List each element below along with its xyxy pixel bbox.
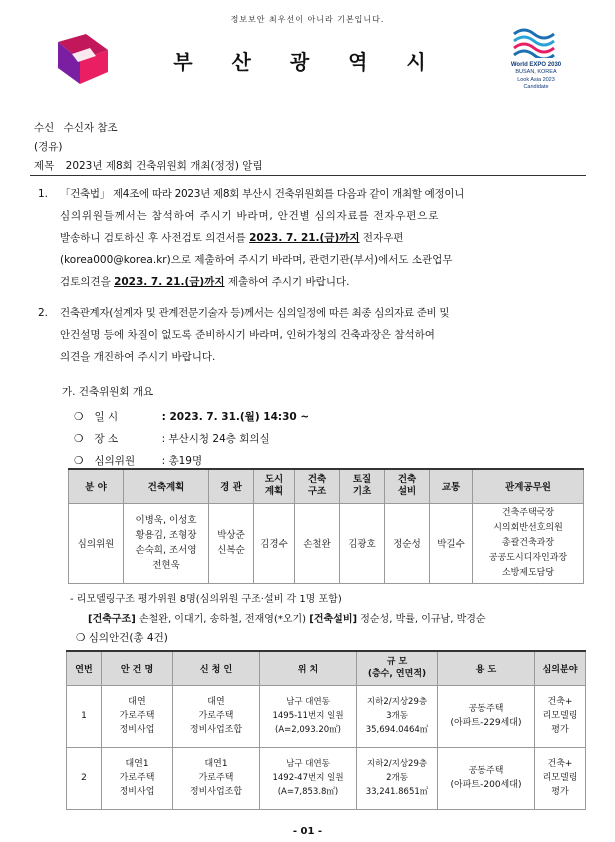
committee-cell: 김광호 xyxy=(340,503,385,583)
agenda-cell: 2 xyxy=(67,747,102,809)
agenda-cell: 대연1 가로주택 정비사업 xyxy=(102,747,173,809)
p1-line-2: 심의위원들께서는 참석하여 주시기 바라며, 안건별 심의자료를 전자우편으로 xyxy=(60,210,440,222)
paragraph-2 xyxy=(38,302,586,368)
overview-label-members: 심의위원 xyxy=(94,455,136,467)
p1-deadline-2: 2023. 7. 21.(금)까지 xyxy=(114,276,225,288)
paragraph-1 xyxy=(38,183,586,293)
overview-item-3 xyxy=(74,449,202,468)
p1-line-1: 「건축법」 제4조에 따라 2023년 제8회 부산시 건축위원회를 다음과 같이 개최할 예정이니 xyxy=(60,188,465,200)
subject-value: 2023년 제8회 건축위원회 개최(정정) 알림 xyxy=(65,160,263,172)
remodel-members xyxy=(88,610,486,625)
col-arch-planning: 건축계획 xyxy=(124,469,209,503)
committee-cell: 손철완 xyxy=(295,503,340,583)
remodel-mechanical-label: [건축설비] xyxy=(309,614,358,625)
agenda-header-row xyxy=(67,651,586,685)
overview-value-members: : 총19명 xyxy=(161,455,203,467)
p2-line-1: 건축관계자(설계자 및 관계전문기술자 등)께서는 심의일정에 따른 최종 심의자료 준비 및 xyxy=(60,307,450,319)
agenda-cell: 공동주택 (아파트-229세대) xyxy=(438,685,535,747)
agenda-cell: 1 xyxy=(67,685,102,747)
expo-wave-icon xyxy=(506,26,566,58)
p1-line-5-b: 제출하여 주시기 바랍니다. xyxy=(224,276,350,288)
p1-line-5-a: 검토의견을 xyxy=(60,276,115,288)
remodel-structure-value: 손철완, 이대기, 송하철, 전재영(*오기) xyxy=(135,614,310,625)
recipient-value: 수신자 참조 xyxy=(63,122,118,134)
p1-line-4: (korea000@korea.kr)으로 제출하여 주시기 바라며, 관련기관(부서)에서도 소관업무 xyxy=(60,254,453,266)
subject-line xyxy=(34,158,263,173)
overview-value-datetime: : 2023. 7. 31.(월) 14:30 ~ xyxy=(161,411,310,423)
committee-header-row xyxy=(69,469,584,503)
recipient-label: 수신 xyxy=(34,122,55,134)
col-traffic: 교통 xyxy=(430,469,473,503)
committee-table xyxy=(68,468,584,584)
page-number: - 01 - xyxy=(292,826,323,837)
paragraph-2-number: 2. xyxy=(38,307,49,319)
agenda-row xyxy=(67,747,586,809)
col-field: 분 야 xyxy=(69,469,124,503)
overview-item-1 xyxy=(74,405,309,424)
overview-value-place: : 부산시청 24층 회의실 xyxy=(161,433,270,445)
agenda-cell: 대연1 가로주택 정비사업조합 xyxy=(173,747,260,809)
col-soil: 토질 기초 xyxy=(340,469,385,503)
p2-line-3: 의견을 개진하여 주시기 바랍니다. xyxy=(60,351,216,363)
remodel-mechanical-value: 정순성, 박률, 이규남, 박경순 xyxy=(357,614,486,625)
committee-cell: 건축주택국장 시의회반선호의원 총괄건축과장 공공도시디자인과장 소방제도담당 xyxy=(473,503,584,583)
overview-item-2 xyxy=(74,427,270,446)
agenda-col-no: 연번 xyxy=(67,651,102,685)
committee-row xyxy=(69,503,584,583)
bullet-icon: ❍ xyxy=(74,433,84,445)
committee-cell: 정순성 xyxy=(385,503,430,583)
agenda-cell: 남구 대연동 1495-11번지 일원 (A=2,093.20㎡) xyxy=(260,685,357,747)
agenda-cell: 건축+ 리모델링 평가 xyxy=(535,685,586,747)
paragraph-1-number: 1. xyxy=(38,188,49,200)
agenda-col-scale: 규 모 (층수, 연면적) xyxy=(357,651,438,685)
col-urban-planning: 도시 계획 xyxy=(254,469,295,503)
agenda-col-location: 위 치 xyxy=(260,651,357,685)
bullet-icon: ❍ xyxy=(74,455,84,467)
section-a-title: 가. 건축위원회 개요 xyxy=(62,386,154,398)
via-line: (경유) xyxy=(34,141,63,153)
agenda-title: ❍ 심의안건(총 4건) xyxy=(76,632,168,644)
col-structure: 건축 구조 xyxy=(295,469,340,503)
remodel-line: - 리모델링구조 평가위원 8명(심의위원 구조·설비 각 1명 포함) xyxy=(70,594,342,605)
agenda-cell: 공동주택 (아파트-200세대) xyxy=(438,747,535,809)
overview-label-place: 장 소 xyxy=(94,433,119,445)
agenda-cell: 대연 가로주택 정비사업 xyxy=(102,685,173,747)
agenda-cell: 남구 대연동 1492-47번지 일원 (A=7,853.8㎡) xyxy=(260,747,357,809)
p1-line-3-b: 전자우편 xyxy=(359,232,404,244)
agenda-table xyxy=(66,650,586,810)
recipient-line xyxy=(34,120,118,135)
committee-cell: 심의위원 xyxy=(69,503,124,583)
p1-deadline-1: 2023. 7. 21.(금)까지 xyxy=(249,232,360,244)
agenda-row xyxy=(67,685,586,747)
page-title: 부 산 광 역 시 xyxy=(173,50,442,74)
agenda-col-name: 안 건 명 xyxy=(102,651,173,685)
agenda-col-field: 심의분야 xyxy=(535,651,586,685)
overview-label-datetime: 일 시 xyxy=(94,411,119,423)
expo-line3: Look Asia 2023 Candidate xyxy=(517,77,555,90)
agenda-col-use: 용 도 xyxy=(438,651,535,685)
agenda-cell: 대연 가로주택 정비사업조합 xyxy=(173,685,260,747)
committee-cell: 박길수 xyxy=(430,503,473,583)
expo-line2: BUSAN, KOREA xyxy=(515,68,557,75)
security-notice: 정보보안 최우선이 아니라 기본입니다. xyxy=(230,15,385,24)
bullet-icon: ❍ xyxy=(74,411,84,423)
col-landscape: 경 관 xyxy=(209,469,254,503)
remodel-structure-label: [건축구조] xyxy=(88,614,136,625)
agenda-cell: 지하2/지상29층 2개동 33,241.8651㎡ xyxy=(357,747,438,809)
p2-line-2: 안건설명 등에 차질이 없도록 준비하시기 바라며, 인허가청의 건축과장은 참석하여 xyxy=(60,329,435,341)
col-officials: 관계공무원 xyxy=(473,469,584,503)
agenda-cell: 지하2/지상29층 3개동 35,694.0464㎡ xyxy=(357,685,438,747)
col-mechanical: 건축 설비 xyxy=(385,469,430,503)
expo-line1: World EXPO 2030 xyxy=(510,62,562,68)
subject-label: 제목 xyxy=(34,160,55,172)
committee-cell: 박상준 신복순 xyxy=(209,503,254,583)
committee-cell: 김경수 xyxy=(254,503,295,583)
p1-line-5 xyxy=(60,271,586,293)
p1-line-3-a: 발송하니 검토하신 후 사전검토 의견서를 xyxy=(60,232,250,244)
expo-logo xyxy=(506,26,566,96)
p1-line-3 xyxy=(60,227,586,249)
header-divider xyxy=(30,175,586,176)
agenda-cell: 건축+ 리모델링 평가 xyxy=(535,747,586,809)
committee-cell: 이병욱, 이성호 황용김, 조형장 손숙희, 조서영 전현욱 xyxy=(124,503,209,583)
agenda-col-applicant: 신 청 인 xyxy=(173,651,260,685)
